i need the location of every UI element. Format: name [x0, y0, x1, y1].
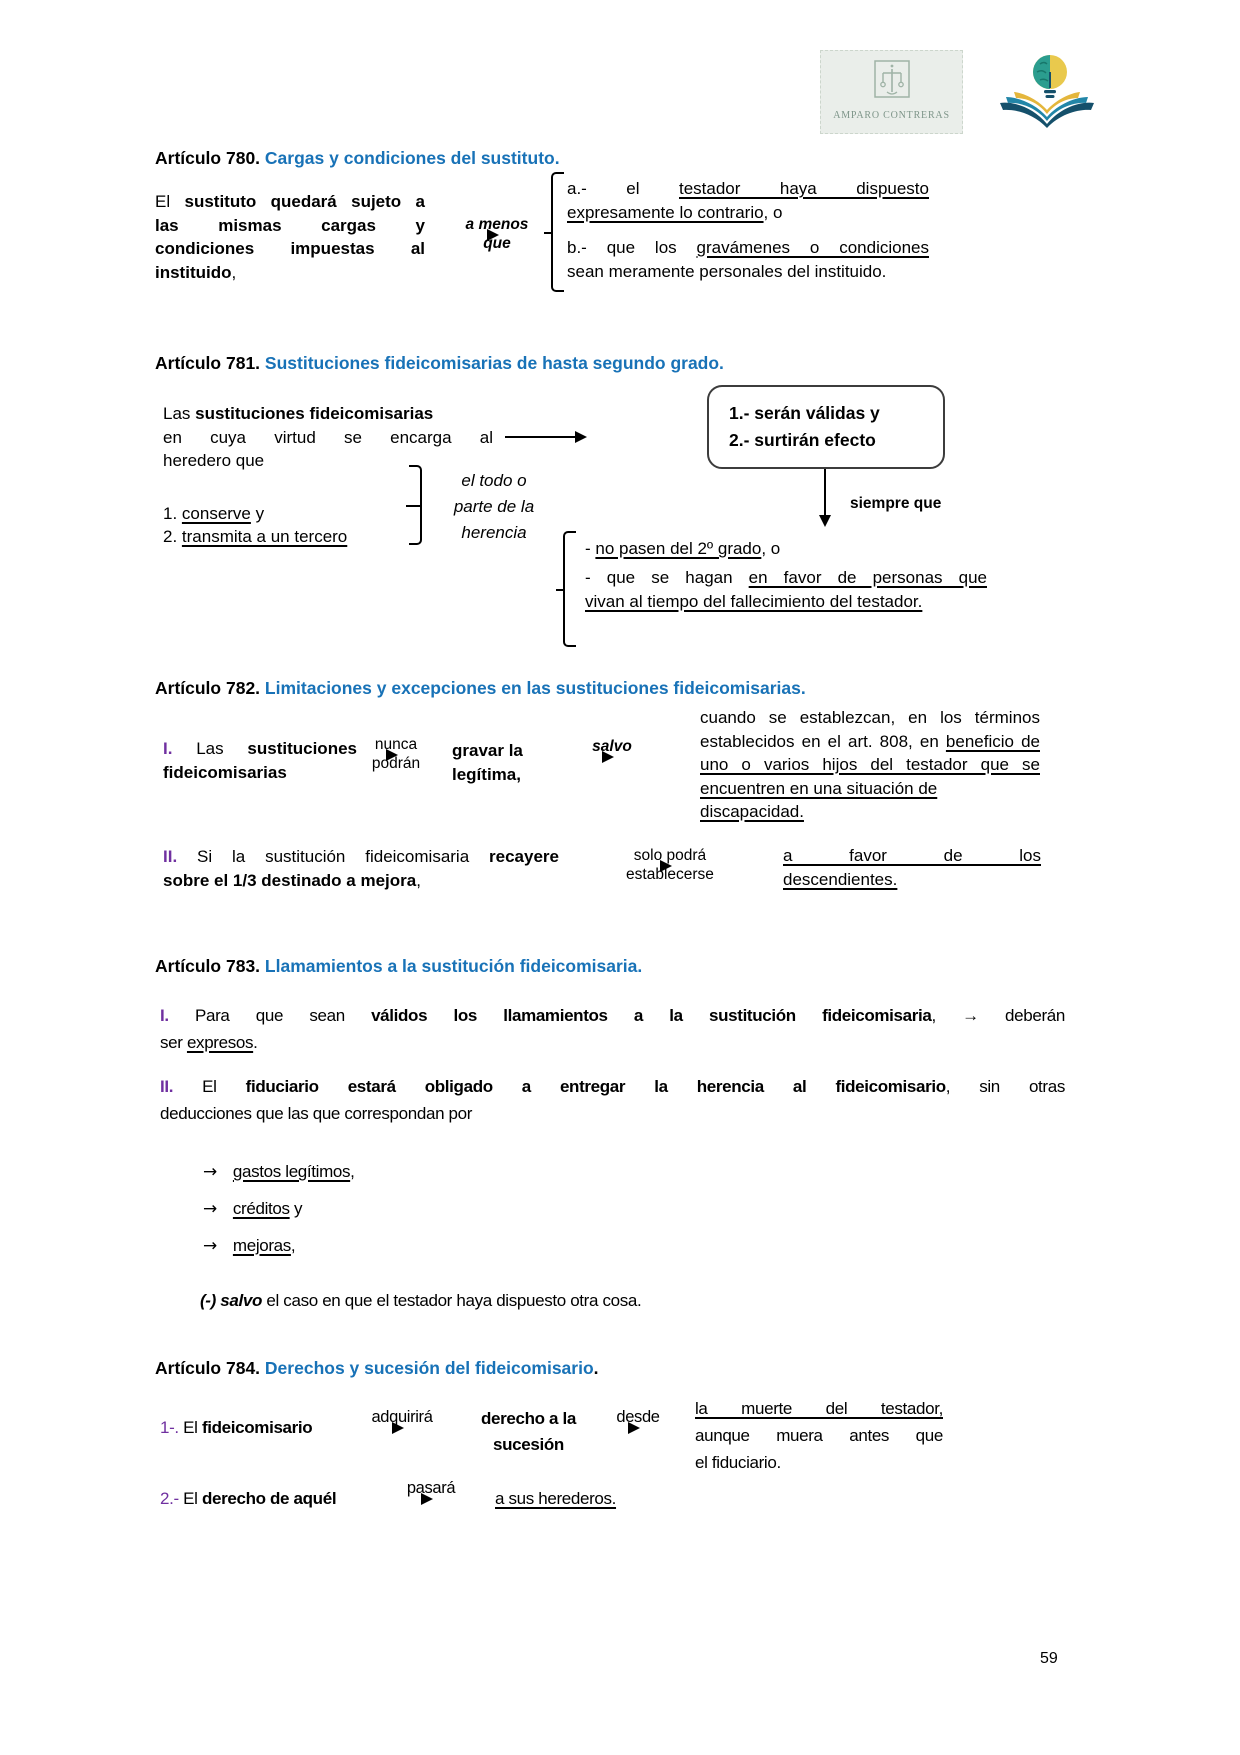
bracket — [551, 172, 564, 292]
connector-label-top: a menos — [465, 216, 529, 233]
article-title: Sustituciones fideicomisarias de hasta segundo grado. — [264, 353, 724, 373]
article-782-I-right: cuando se establezcan, en los términos establecidos en el art. 808, en beneficio de uno o varios hijos del testador que se encuentren en una situación de discapacidad. — [700, 708, 1040, 821]
article-782-I-left: I. Las sustituciones fideicomisarias — [163, 739, 357, 782]
arrow-down-icon — [824, 469, 826, 525]
article-781-item-1: 1. conserve y — [163, 504, 265, 523]
article-781-condition-2: - que se hagan en favor de personas que vivan al tiempo del fallecimiento del testador. — [585, 568, 987, 611]
article-782-II-left: II. Si la sustitución fideicomisaria recayere sobre el 1/3 destinado a mejora, — [163, 847, 559, 890]
list-item-text: mejoras, — [232, 1236, 296, 1255]
brain-book-logo-icon — [988, 46, 1106, 134]
article-781-condition-1: - no pasen del 2º grado, o — [585, 539, 781, 558]
connector-label-bottom: podrán — [371, 755, 421, 772]
article-title: Llamamientos a la sustitución fideicomisaria. — [264, 956, 643, 976]
article-title-period: . — [593, 1358, 599, 1378]
connector-salvo — [570, 737, 654, 756]
article-title: Cargas y condiciones del sustituto. — [264, 148, 560, 168]
article-number: Artículo 781. — [155, 353, 261, 373]
list-item-text: créditos y — [232, 1199, 303, 1218]
connector-solo-podra — [578, 846, 762, 884]
connector-label-top: salvo — [592, 738, 632, 755]
article-title: Derechos y sucesión del fideicomisario — [264, 1358, 594, 1378]
article-781-heading — [155, 353, 724, 374]
list-item — [203, 1160, 355, 1185]
statement-box — [707, 385, 945, 469]
connector-label-top: adquirirá — [371, 1408, 433, 1426]
arrow-right-icon — [505, 436, 585, 438]
article-number: Artículo 783. — [155, 956, 261, 976]
article-783-heading — [155, 956, 642, 977]
bracket — [563, 531, 576, 647]
connector-label-bottom: establecerse — [626, 866, 714, 883]
connector-label-top: pasará — [406, 1479, 456, 1497]
article-784-1-mid: derecho a la sucesión — [480, 1409, 576, 1454]
article-number: Artículo 780. — [155, 148, 261, 168]
connector-desde — [602, 1408, 674, 1427]
article-number: Artículo 784. — [155, 1358, 261, 1378]
scales-icon — [872, 59, 912, 99]
connector-label-bottom: que — [483, 235, 511, 252]
brand-badge — [820, 50, 963, 134]
article-784-heading — [155, 1358, 599, 1379]
article-780-heading — [155, 148, 560, 169]
connector-nunca-podran — [350, 735, 442, 773]
article-781-left-text: Las sustituciones fideicomisarias en cuya virtud se encarga al heredero que — [163, 404, 493, 470]
connector-adquirira — [352, 1408, 452, 1427]
article-783-paragraph-II: II. El fiduciario estará obligado a entregar la herencia al fideicomisario, sin otras deducciones que las que correspondan por — [160, 1077, 1065, 1123]
article-780-item-b: b.- que los gravámenes o condiciones sean meramente personales del instituido. — [567, 238, 929, 281]
connector-pasara — [385, 1479, 477, 1498]
article-784-1-left: 1-. El fideicomisario — [160, 1418, 313, 1437]
box-line-1: 1.- serán válidas y — [729, 403, 880, 423]
brand-label: AMPARO CONTRERAS — [833, 110, 950, 121]
article-781-item-2: 2. transmita a un tercero — [163, 527, 348, 546]
article-782-II-right: a favor de los descendientes. — [783, 846, 1041, 889]
article-782-heading — [155, 678, 806, 699]
arrow-right-icon: → — [203, 1162, 217, 1182]
aside-note: el todo o parte de la herencia — [453, 471, 535, 542]
article-784-2-right: a sus herederos. — [495, 1489, 617, 1508]
connector-label-top: desde — [616, 1408, 660, 1426]
article-784-1-right: la muerte del testador, aunque muera antes que el fiduciario. — [695, 1399, 943, 1472]
bracket — [409, 465, 422, 545]
arrow-right-icon: → — [203, 1236, 217, 1256]
list-item — [203, 1234, 295, 1259]
article-780-left-text: El sustituto quedará sujeto a las mismas cargas y condiciones impuestas al instituido, — [155, 192, 425, 282]
list-item-text: gastos legítimos, — [232, 1162, 355, 1181]
article-782-I-mid: gravar la legítima, — [452, 741, 523, 784]
arrow-right-icon: → — [203, 1199, 217, 1219]
article-780-item-a: a.- el testador haya dispuesto expresamente lo contrario, o — [567, 179, 929, 222]
article-title: Limitaciones y excepciones en las sustituciones fideicomisarias. — [264, 678, 806, 698]
connector-a-menos-que — [448, 215, 546, 253]
connector-label-top: solo podrá — [633, 847, 707, 864]
article-number: Artículo 782. — [155, 678, 261, 698]
box-line-2: 2.- surtirán efecto — [729, 430, 876, 450]
page-number: 59 — [1040, 1650, 1058, 1667]
article-783-salvo-note: (-) salvo el caso en que el testador haya dispuesto otra cosa. — [200, 1291, 642, 1310]
connector-label-top: nunca — [374, 736, 418, 753]
article-784-2-left: 2.- El derecho de aquél — [160, 1489, 337, 1508]
article-783-paragraph-I: I. Para que sean válidos los llamamientos a la sustitución fideicomisaria, → deberán ser expresos. — [160, 1006, 1065, 1052]
connector-label-siempre-que: siempre que — [850, 495, 942, 512]
list-item — [203, 1197, 302, 1222]
